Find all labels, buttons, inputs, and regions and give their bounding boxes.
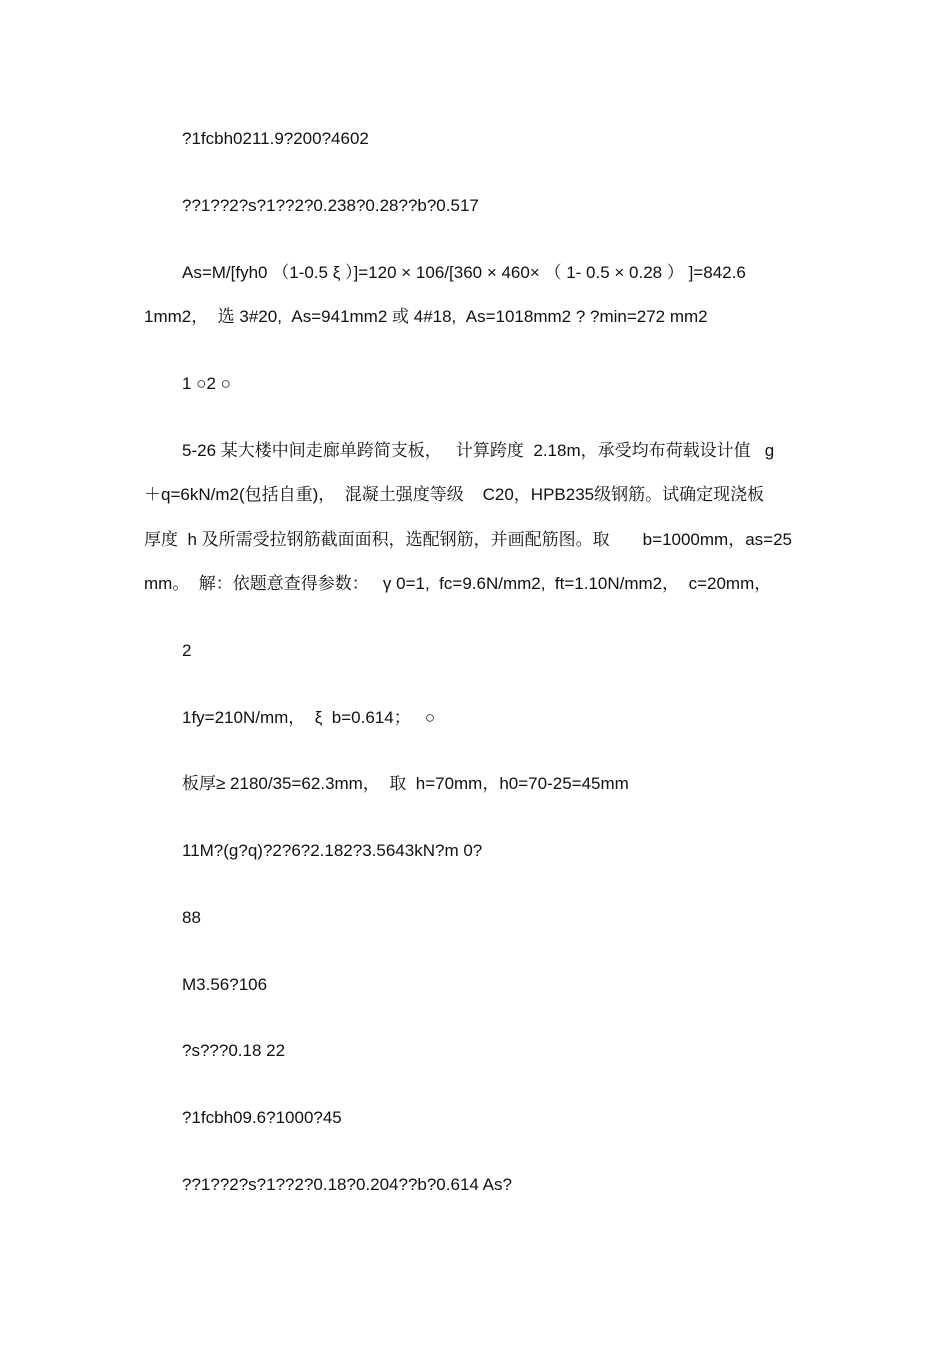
text-line-5: 1 ○2 ○ [182, 374, 231, 393]
text-line-7: ＋q=6kN/m2(包括自重)， 混凝土强度等级 C20，HPB235级钢筋。试确定现浇板 [144, 485, 765, 504]
text-line-9: mm。 解：依题意查得参数： γ 0=1, fc=9.6N/mm2, ft=1.10N/mm2， c=20mm， [144, 574, 772, 593]
text-line-11: 1fy=210N/mm， ξ b=0.614； ○ [182, 708, 436, 727]
text-line-1: ?1fcbh0211.9?200?4602 [182, 129, 369, 148]
text-line-4: 1mm2， 选 3#20, As=941mm2 或 4#18, As=1018mm2 ? ?min=272 mm2 [144, 307, 708, 326]
text-line-8: 厚度 h 及所需受拉钢筋截面面积，选配钢筋，并画配筋图。取 b=1000mm，as=25 [144, 530, 792, 549]
text-line-12: 板厚≥ 2180/35=62.3mm， 取 h=70mm，h0=70-25=45mm [182, 774, 629, 793]
text-line-13: 11M?(g?q)?2?6?2.182?3.5643kN?m 0? [182, 841, 483, 860]
text-line-6: 5-26 某大楼中间走廊单跨简支板， 计算跨度 2.18m，承受均布荷载设计值 g [182, 441, 775, 460]
text-line-15: M3.56?106 [182, 975, 268, 994]
text-line-10: 2 [182, 641, 192, 660]
text-line-14: 88 [182, 908, 201, 927]
text-line-16: ?s???0.18 22 [182, 1041, 286, 1060]
text-line-17: ?1fcbh09.6?1000?45 [182, 1108, 342, 1127]
text-line-3: As=M/[fyh0 （1-0.5 ξ ）]=120 × 106/[360 × 460× （ 1- 0.5 × 0.28 ） ]=842.6 [182, 263, 746, 282]
text-line-18: ??1??2?s?1??2?0.18?0.204??b?0.614 As? [182, 1175, 512, 1194]
text-line-2: ??1??2?s?1??2?0.238?0.28??b?0.517 [182, 196, 479, 215]
